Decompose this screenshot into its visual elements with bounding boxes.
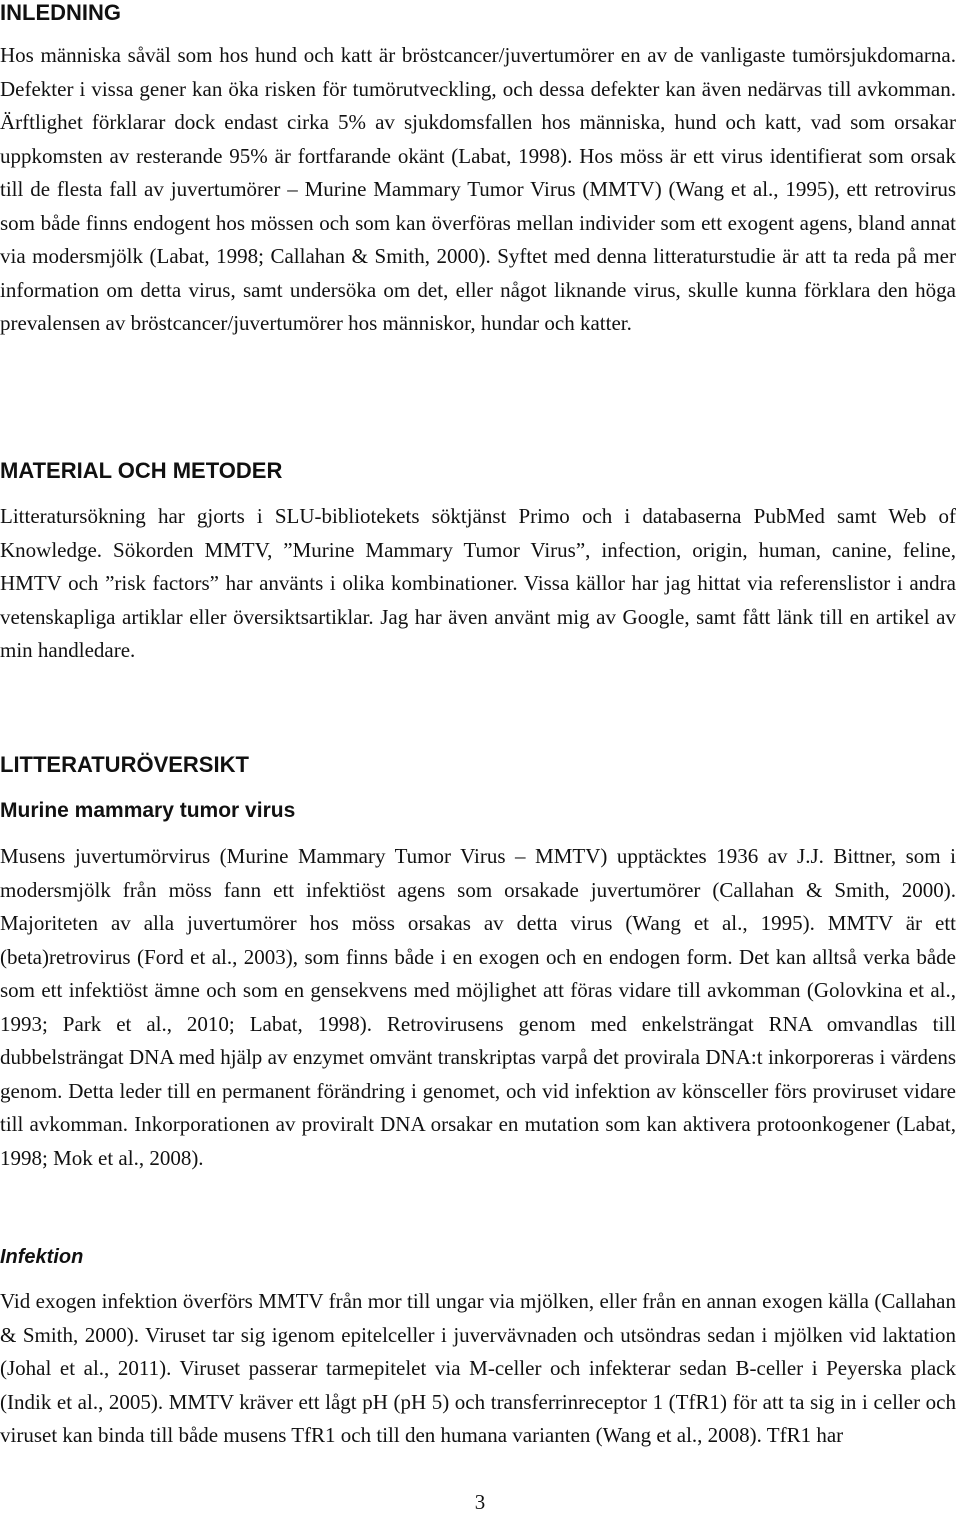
- subheading-murine-mammary-tumor-virus: Murine mammary tumor virus: [0, 799, 296, 822]
- heading-material-och-metoder: MATERIAL OCH METODER: [0, 458, 283, 483]
- subheading-infektion: Infektion: [0, 1246, 84, 1268]
- paragraph-material-och-metoder: Litteratursökning har gjorts i SLU-bibliotekets söktjänst Primo och i databaserna PubMed samt Web of Knowledge. Sökorden MMTV, ”Murine Mammary Tumor Virus”, infection, origin, human, canine, feline, HMTV och ”risk factors” har använts i olika kombinationer. Vissa källor har jag hittat via referenslistor i andra vetenskapliga artiklar eller översiktsartiklar. Jag har även använt mig av Google, samt fått länk till en artikel av min handledare.: [0, 504, 956, 662]
- paragraph-inledning: Hos människa såväl som hos hund och katt är bröstcancer/juvertumörer en av de vanligaste tumörsjukdomarna. Defekter i vissa gener kan öka risken för tumörutveckling, och dessa defekter kan även nedärvas till avkomman. Ärftlighet förklarar dock endast cirka 5% av sjukdomsfallen hos människa, hund och katt, vad som orsakar uppkomsten av resterande 95% är fortfarande okänt (Labat, 1998). Hos möss är ett virus identifierat som orsak till de flesta fall av juvertumörer – Murine Mammary Tumor Virus (MMTV) (Wang et al., 1995), ett retrovirus som både finns endogent hos mössen och som kan överföras mellan individer som ett exogent agens, bland annat via modersmjölk (Labat, 1998; Callahan & Smith, 2000). Syftet med denna litteraturstudie är att ta reda på mer information om detta virus, samt undersöka om det, eller något liknande virus, skulle kunna förklara den höga prevalensen av bröstcancer/juvertumörer hos människor, hundar och katter.: [0, 43, 956, 335]
- paragraph-litteraturoversikt: Musens juvertumörvirus (Murine Mammary Tumor Virus – MMTV) upptäcktes 1936 av J.J. Bittner, som i modersmjölk från möss fann ett infektiöst agens som orsakade juvertumörer (Callahan & Smith, 2000). Majoriteten av alla juvertumörer hos möss orsakas av detta virus (Wang et al., 1995). MMTV är ett (beta)retrovirus (Ford et al., 2003), som finns både i en exogen och en endogen form. Det kan alltså verka både som ett infektiöst ämne och som en gensekvens med möjlighet att föras vidare till avkomman (Golovkina et al., 1993; Park et al., 2010; Labat, 1998). Retrovirusens genom med enkelsträngat RNA omvandlas till dubbelsträngat DNA med hjälp av enzymet omvänt transkriptas varpå det provirala DNA:t inkorporeras i värdens genom. Detta leder till en permanent förändring i genomet, och vid infektion av könsceller förs proviruset vidare till avkomman. Inkorporationen av proviralt DNA orsakar en mutation som kan aktivera protoonkogener (Labat, 1998; Mok et al., 2008).: [0, 844, 956, 1170]
- page-number: 3: [474, 1490, 486, 1514]
- paragraph-infektion: Vid exogen infektion överförs MMTV från mor till ungar via mjölken, eller från en annan exogen källa (Callahan & Smith, 2000). Viruset tar sig igenom epitelceller i juvervävnaden och utsöndras sedan i mjölken vid laktation (Johal et al., 2011). Viruset passerar tarmepitelet via M-celler och infekterar sedan B-celler i Peyerska plack (Indik et al., 2005). MMTV kräver ett lågt pH (pH 5) och transferrinreceptor 1 (TfR1) för att ta sig in i celler och viruset kan binda till både musens TfR1 och till den humana varianten (Wang et al., 2008). TfR1 har: [0, 1289, 956, 1447]
- heading-inledning: INLEDNING: [0, 0, 121, 25]
- heading-litteraturoversikt: LITTERATURÖVERSIKT: [0, 752, 249, 777]
